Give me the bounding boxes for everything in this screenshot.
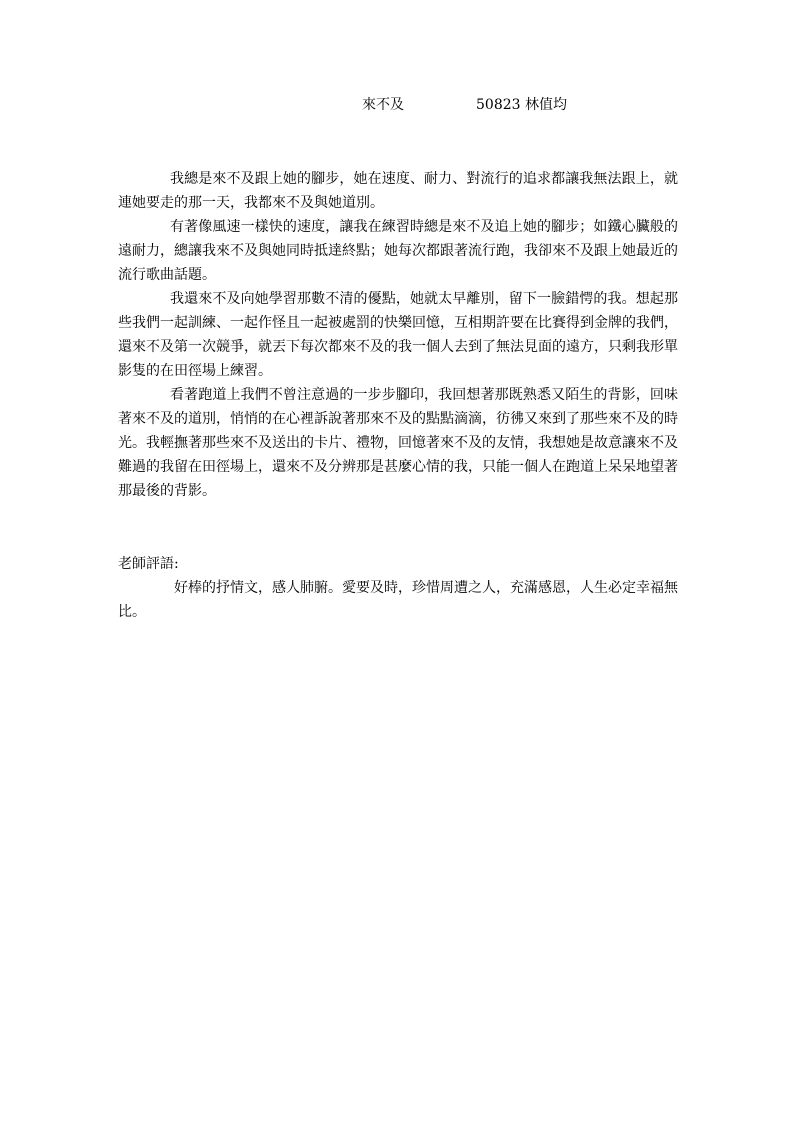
essay-body <box>118 167 678 503</box>
essay-paragraph-4: 看著跑道上我們不曾注意過的一步步腳印，我回想著那既熟悉又陌生的背影，回味著來不及的道別，悄悄的在心裡訴說著那來不及的點點滴滴，彷彿又來到了那些來不及的時光。我輕撫著那些來不及送出的卡片、禮物，回憶著來不及的友情，我想她是故意讓來不及難過的我留在田徑場上，還來不及分辨那是甚麼心情的我，只能一個人在跑道上呆呆地望著那最後的背影。 <box>118 387 678 499</box>
teacher-comment-label: 老師評語: <box>118 556 179 572</box>
essay-paragraph-3: 我還來不及向她學習那數不清的優點，她就太早離別，留下一臉錯愕的我。想起那些我們一起訓練、一起作怪且一起被處罰的快樂回憶，互相期許要在比賽得到金牌的我們，還來不及第一次競爭，就丟下每次都來不及的我一個人去到了無法見面的遠方，只剩我形單影隻的在田徑場上練習。 <box>118 291 678 379</box>
essay-title: 來不及 <box>362 97 404 113</box>
title-line <box>362 95 567 115</box>
essay-paragraph-2: 有著像風速一樣快的速度，讓我在練習時總是來不及追上她的腳步；如鐵心臟般的遠耐力，總讓我來不及與她同時抵達終點；她每次都跟著流行跑，我卻來不及跟上她最近的流行歌曲話題。 <box>118 219 678 283</box>
author-info: 50823 林值均 <box>476 97 567 113</box>
essay-paragraph-1: 我總是來不及跟上她的腳步，她在速度、耐力、對流行的追求都讓我無法跟上，就連她要走的那一天，我都來不及與她道別。 <box>118 171 678 211</box>
teacher-comment-text: 好棒的抒情文，感人肺腑。愛要及時，珍惜周遭之人，充滿感恩，人生必定幸福無比。 <box>118 580 678 620</box>
